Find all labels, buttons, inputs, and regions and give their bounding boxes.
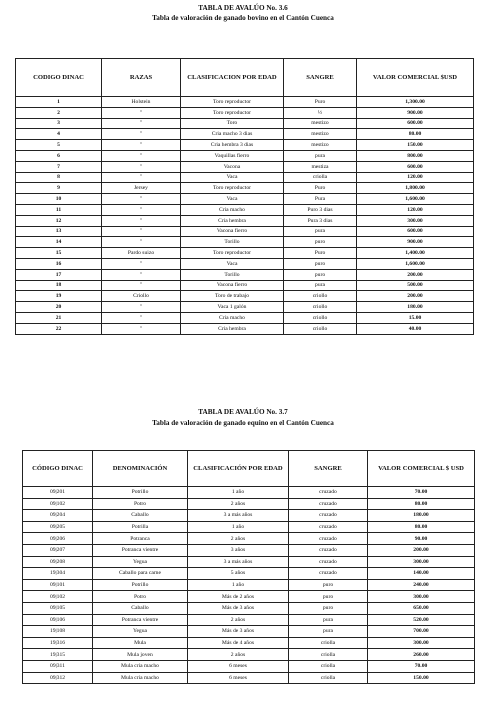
table-row [16, 226, 474, 237]
table-cell: 20 [16, 302, 102, 313]
table-cell: Mula [93, 637, 188, 649]
table-cell: 6 meses [188, 672, 289, 684]
table-cell: 200.00 [357, 269, 474, 280]
table-cell: 40.00 [357, 323, 474, 334]
table-cell: cruzado [289, 544, 368, 556]
table-cell: Cria macho [181, 204, 284, 215]
table-cell: " [102, 258, 181, 269]
table-row [16, 118, 474, 129]
table-cell: 3 [16, 118, 102, 129]
table-cell: Puro [284, 248, 357, 259]
table-cell: " [102, 140, 181, 151]
table-cell: 18 [16, 280, 102, 291]
table-row [23, 568, 475, 580]
table-cell: 6 [16, 150, 102, 161]
table-cell: " [102, 280, 181, 291]
table-cell: " [102, 204, 181, 215]
table-cell: 2 años [188, 649, 289, 661]
table-cell: criolla [284, 172, 357, 183]
table-cell: 300.00 [368, 637, 475, 649]
table-cell: 12 [16, 215, 102, 226]
table-cell: Torillo [181, 237, 284, 248]
table-cell: 15.00 [357, 312, 474, 323]
table-row [16, 269, 474, 280]
table1-header-clasificacion: CLASIFICACION POR EDAD [181, 59, 284, 97]
table-row [16, 97, 474, 108]
table-cell: 180.00 [368, 510, 475, 522]
table-cell: 300.00 [368, 556, 475, 568]
table-cell: 8 [16, 172, 102, 183]
table-cell: 120.00 [357, 204, 474, 215]
table-cell: 1 año [188, 579, 289, 591]
table-row [16, 291, 474, 302]
table-cell: 600.00 [357, 161, 474, 172]
table1-body [16, 97, 474, 335]
table-cell: puro [289, 579, 368, 591]
table-row [16, 302, 474, 313]
table-cell: 4 [16, 129, 102, 140]
table-cell: cruzado [289, 568, 368, 580]
table-cell: Más de 3 años [188, 602, 289, 614]
table-cell: cruzado [289, 487, 368, 499]
table-cell: Toro reproductor [181, 97, 284, 108]
table-cell: 300.00 [357, 215, 474, 226]
table-cell: 150.00 [368, 672, 475, 684]
table-cell: " [102, 107, 181, 118]
table-cell: 15 [16, 248, 102, 259]
table-cell: Vaca 1 galón [181, 302, 284, 313]
table-row [23, 649, 475, 661]
table-cell: Puro [284, 183, 357, 194]
table-cell: 70.00 [368, 487, 475, 499]
table2-header-valor: VALOR COMERCIAL $ USD [368, 451, 475, 487]
table-cell: criollo [284, 302, 357, 313]
table-cell: cruzado [289, 498, 368, 510]
table-cell: 2 años [188, 498, 289, 510]
table-cell: Cria hembra [181, 323, 284, 334]
table-row [23, 487, 475, 499]
table-cell: " [102, 129, 181, 140]
table-cell: 240.00 [368, 579, 475, 591]
table-row [16, 258, 474, 269]
table-cell: 600.00 [357, 226, 474, 237]
table-cell: Criollo [102, 291, 181, 302]
table-cell: Toro reproductor [181, 183, 284, 194]
table1-header-razas: RAZAS [102, 59, 181, 97]
table-cell: " [102, 118, 181, 129]
table-cell: 6 meses [188, 660, 289, 672]
table1-header-sangre: SANGRE [284, 59, 357, 97]
table2-header-row [23, 451, 475, 487]
table-cell: pura [284, 226, 357, 237]
table-cell: 9 [16, 183, 102, 194]
table-cell: puro [284, 269, 357, 280]
table-cell: mestizo [284, 129, 357, 140]
table-cell: 1,800.00 [357, 183, 474, 194]
table-cell: 3 a más años [188, 556, 289, 568]
table-cell: Toro reproductor [181, 107, 284, 118]
table-cell: Vaca [181, 194, 284, 205]
table-row [23, 672, 475, 684]
table-cell: 19|108 [23, 626, 93, 638]
table-cell: 2 [16, 107, 102, 118]
table-cell: pura [284, 280, 357, 291]
table2-header-denominacion: DENOMINACIÓN [93, 451, 188, 487]
table-row [23, 544, 475, 556]
table-cell: Potrillo [93, 579, 188, 591]
table-row [16, 248, 474, 259]
table-cell: Mula joven [93, 649, 188, 661]
table-cell: Torillo [181, 269, 284, 280]
table-cell: Vaquillas fierro [181, 150, 284, 161]
table-cell: 70.00 [368, 660, 475, 672]
table-cell: criolla [289, 649, 368, 661]
table-row [16, 323, 474, 334]
table-cell: 90.00 [368, 533, 475, 545]
table-row [16, 161, 474, 172]
table-cell: ½ [284, 107, 357, 118]
table-cell: Potro [93, 498, 188, 510]
table-cell: Más de 3 años [188, 626, 289, 638]
table-cell: 200.00 [368, 544, 475, 556]
table-cell: Toro [181, 118, 284, 129]
table-cell: mestizo [284, 140, 357, 151]
equine-valuation-table [22, 450, 475, 684]
table-cell: " [102, 226, 181, 237]
table1-header-row [16, 59, 474, 97]
table-cell: 14 [16, 237, 102, 248]
table-cell: 19|316 [23, 637, 93, 649]
table-cell: 10 [16, 194, 102, 205]
table-row [23, 521, 475, 533]
table-row [16, 237, 474, 248]
table-cell: Puro [284, 97, 357, 108]
table-row [23, 591, 475, 603]
table-cell: Toro de trabajo [181, 291, 284, 302]
table-row [23, 614, 475, 626]
table-cell: 22 [16, 323, 102, 334]
table-cell: cruzado [289, 533, 368, 545]
table-cell: 80.00 [368, 521, 475, 533]
table-row [16, 150, 474, 161]
table-cell: 09|205 [23, 521, 93, 533]
table-row [23, 556, 475, 568]
table-cell: Caballo [93, 602, 188, 614]
table-cell: Toro reproductor [181, 248, 284, 259]
table-cell: Mula cria macho [93, 672, 188, 684]
table-cell: 09|312 [23, 672, 93, 684]
table-cell: 180.00 [357, 302, 474, 313]
table-cell: 09|102 [23, 591, 93, 603]
table-row [23, 510, 475, 522]
table2-subtitle: Tabla de valoración de ganado equino en el Cantón Cuenca [152, 419, 334, 427]
table-cell: criollo [284, 323, 357, 334]
table-cell: puro [289, 591, 368, 603]
table-cell: Potrillo [93, 487, 188, 499]
table-cell: 700.00 [368, 626, 475, 638]
table1-title: TABLA DE AVALÚO No. 3.6 [198, 4, 288, 12]
table-cell: " [102, 161, 181, 172]
table-cell: pura [284, 150, 357, 161]
table-cell: pura [289, 626, 368, 638]
table2-header-clasificacion: CLASIFICACIÓN POR EDAD [188, 451, 289, 487]
table-cell: 09|105 [23, 602, 93, 614]
table-cell: 09|206 [23, 533, 93, 545]
table-cell: Caballo [93, 510, 188, 522]
table-cell: 2 años [188, 614, 289, 626]
table-cell: 5 años [188, 568, 289, 580]
table-cell: Vaca [181, 172, 284, 183]
table-cell: Yegua [93, 626, 188, 638]
table-cell: 140.00 [368, 568, 475, 580]
table-cell: Potranca vientre [93, 544, 188, 556]
table-cell: 1 año [188, 521, 289, 533]
table-row [23, 579, 475, 591]
table-cell: " [102, 302, 181, 313]
table-cell: puro [284, 258, 357, 269]
table-row [16, 215, 474, 226]
table-cell: criolla [289, 660, 368, 672]
table-cell: 500.00 [357, 280, 474, 291]
table-row [16, 280, 474, 291]
table-row [16, 172, 474, 183]
table-cell: mestiza [284, 161, 357, 172]
table-cell: 17 [16, 269, 102, 280]
table-cell: Puro 3 dias [284, 204, 357, 215]
table-cell: 1 [16, 97, 102, 108]
table-row [16, 194, 474, 205]
table-cell: Vacona fierro [181, 226, 284, 237]
table-cell: " [102, 194, 181, 205]
table-cell: 650.00 [368, 602, 475, 614]
table-cell: criollo [284, 312, 357, 323]
table-cell: 600.00 [357, 118, 474, 129]
table-cell: Jersey [102, 183, 181, 194]
table-cell: puro [289, 602, 368, 614]
table-cell: Potro [93, 591, 188, 603]
table-row [16, 183, 474, 194]
table-cell: 19|304 [23, 568, 93, 580]
table-cell: 260.00 [368, 649, 475, 661]
table-cell: Más de 2 años [188, 591, 289, 603]
table-cell: 1,600.00 [357, 194, 474, 205]
table-row [16, 312, 474, 323]
table-cell: Yegua [93, 556, 188, 568]
table-cell: 5 [16, 140, 102, 151]
table2-header-codigo: CÓDIGO DINAC [23, 451, 93, 487]
table-cell: 09|201 [23, 487, 93, 499]
table2-title: TABLA DE AVALÚO No. 3.7 [198, 408, 288, 416]
table-cell: Vacona [181, 161, 284, 172]
table-cell: 21 [16, 312, 102, 323]
table-cell: Mula cria macho [93, 660, 188, 672]
table-cell: " [102, 312, 181, 323]
table-cell: 80.00 [368, 498, 475, 510]
table-cell: 09|311 [23, 660, 93, 672]
table-cell: Potranca vientre [93, 614, 188, 626]
table-cell: " [102, 237, 181, 248]
table-cell: Pardo suizo [102, 248, 181, 259]
table-cell: " [102, 323, 181, 334]
table-cell: Potrilla [93, 521, 188, 533]
table-cell: 11 [16, 204, 102, 215]
table-cell: 1,600.00 [357, 258, 474, 269]
table-cell: Vaca [181, 258, 284, 269]
table-cell: " [102, 269, 181, 280]
table-cell: 16 [16, 258, 102, 269]
table-cell: 19 [16, 291, 102, 302]
table-row [23, 626, 475, 638]
table-cell: cruzado [289, 556, 368, 568]
table-cell: 13 [16, 226, 102, 237]
table-cell: 09|207 [23, 544, 93, 556]
table-cell: 80.00 [357, 129, 474, 140]
table-row [23, 533, 475, 545]
table-cell: pura [289, 614, 368, 626]
table-cell: 2 años [188, 533, 289, 545]
table-cell: Cria macho 3 dias [181, 129, 284, 140]
table-cell: Cria hembra 3 dias [181, 140, 284, 151]
table-cell: 3 años [188, 544, 289, 556]
table-cell: 09|106 [23, 614, 93, 626]
table-cell: Potranca [93, 533, 188, 545]
table1-header-codigo: CODIGO DINAC [16, 59, 102, 97]
table-cell: 900.00 [357, 107, 474, 118]
table-cell: " [102, 215, 181, 226]
table-cell: 300.00 [368, 591, 475, 603]
table-cell: 3 a más años [188, 510, 289, 522]
table1-header-valor: VALOR COMERCIAL $USD [357, 59, 474, 97]
table-cell: puro [284, 237, 357, 248]
table-row [23, 637, 475, 649]
table-cell: 09|102 [23, 498, 93, 510]
table-cell: mestizo [284, 118, 357, 129]
table2-header-sangre: SANGRE [289, 451, 368, 487]
bovine-valuation-table [15, 58, 474, 335]
table-cell: Más de 4 años [188, 637, 289, 649]
table-row [16, 129, 474, 140]
table-cell: " [102, 172, 181, 183]
table-row [16, 204, 474, 215]
table-cell: 800.00 [357, 150, 474, 161]
table-cell: 200.00 [357, 291, 474, 302]
table-cell: criolla [289, 637, 368, 649]
table-cell: 09|208 [23, 556, 93, 568]
table-cell: criolla [289, 672, 368, 684]
table-cell: Pura [284, 194, 357, 205]
table-cell: 09|101 [23, 579, 93, 591]
table-cell: " [102, 150, 181, 161]
table-cell: Cria macho [181, 312, 284, 323]
table-row [16, 107, 474, 118]
table-cell: 120.00 [357, 172, 474, 183]
table-cell: Holstein [102, 97, 181, 108]
table-cell: Vacona fierro [181, 280, 284, 291]
table-cell: Pura 3 dias [284, 215, 357, 226]
table-cell: cruzado [289, 510, 368, 522]
table-cell: 1,400.00 [357, 248, 474, 259]
table-row [23, 602, 475, 614]
table-cell: cruzado [289, 521, 368, 533]
table-cell: 520.00 [368, 614, 475, 626]
table-cell: 900.00 [357, 237, 474, 248]
table-row [16, 140, 474, 151]
table-row [23, 660, 475, 672]
table-cell: 1,300.00 [357, 97, 474, 108]
table-cell: Caballo para carne [93, 568, 188, 580]
table-cell: 09|204 [23, 510, 93, 522]
table-cell: 7 [16, 161, 102, 172]
table1-subtitle: Tabla de valoración de ganado bovino en el Cantón Cuenca [152, 14, 334, 22]
table-cell: 19|315 [23, 649, 93, 661]
table-cell: Cria hembra [181, 215, 284, 226]
table-cell: 1 año [188, 487, 289, 499]
table-cell: criollo [284, 291, 357, 302]
table2-body [23, 487, 475, 684]
table-row [23, 498, 475, 510]
table-cell: 150.00 [357, 140, 474, 151]
